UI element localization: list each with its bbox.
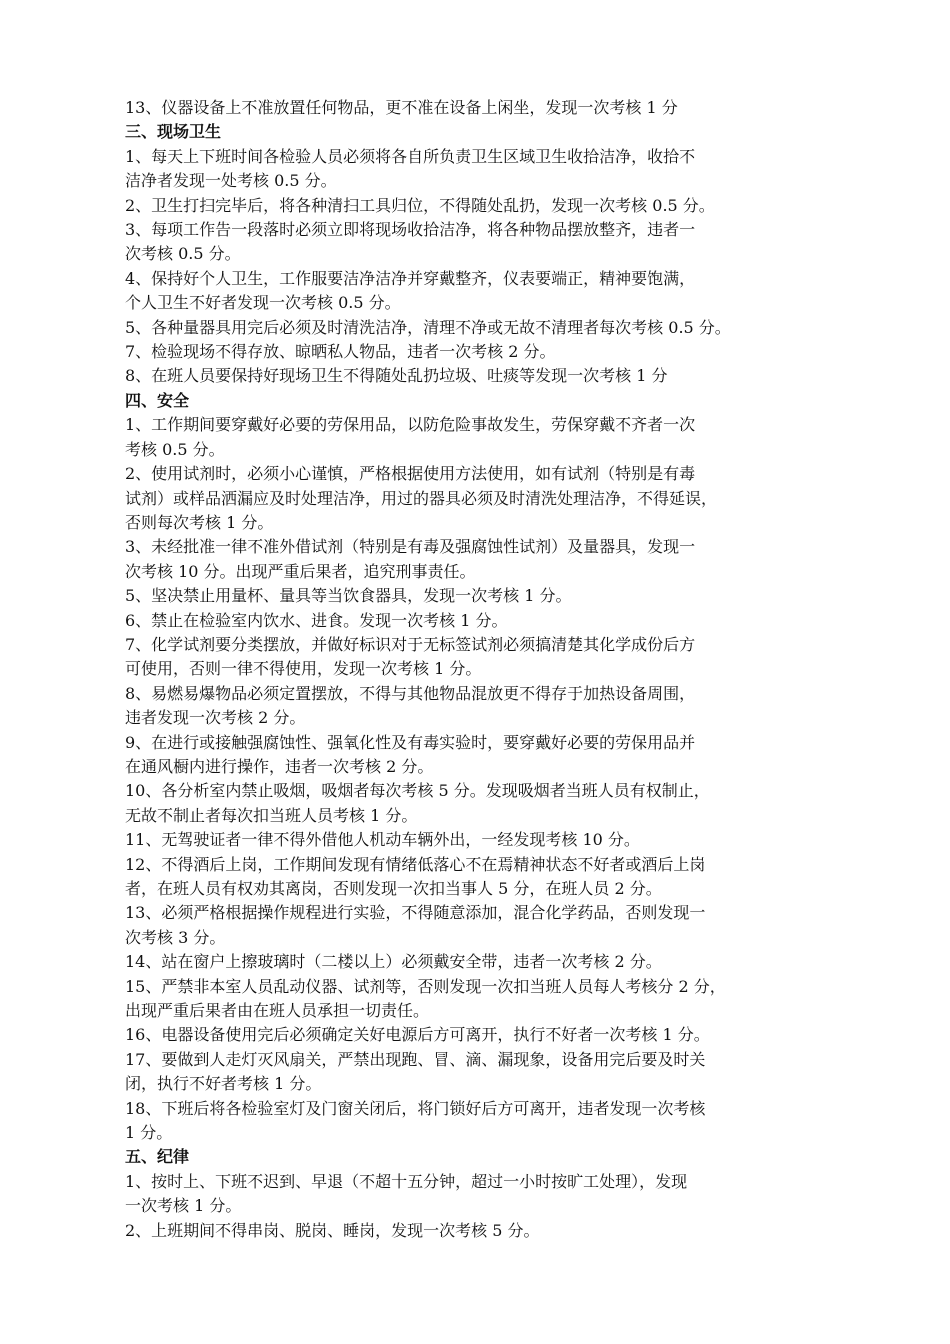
rule-text-line: 在通风橱内进行操作，违者一次考核 2 分。 [125, 756, 434, 776]
rule-item [125, 413, 837, 462]
rule-item [125, 682, 837, 731]
rule-text-line: 7、检验现场不得存放、晾晒私人物品，违者一次考核 2 分。 [125, 342, 556, 362]
rule-text-line: 15、严禁非本室人员乱动仪器、试剂等，否则发现一次扣当班人员每人考核分 2 分， [125, 976, 726, 996]
rule-text-line: 否则每次考核 1 分。 [125, 512, 274, 532]
rule-text-line: 洁净者发现一处考核 0.5 分。 [125, 171, 337, 191]
rule-item [125, 1048, 837, 1097]
rule-text-line: 次考核 10 分。出现严重后果者，追究刑事责任。 [125, 561, 476, 581]
rule-text-line: 者，在班人员有权劝其离岗，否则发现一次扣当事人 5 分，在班人员 2 分。 [125, 879, 662, 898]
rule-item [125, 267, 837, 316]
document-section [125, 96, 837, 120]
rule-text-line: 可使用，否则一律不得使用，发现一次考核 1 分。 [125, 659, 482, 679]
rule-text-line: 个人卫生不好者发现一次考核 0.5 分。 [125, 293, 401, 313]
rule-text-line: 次考核 0.5 分。 [125, 244, 241, 264]
document-section [125, 389, 837, 1146]
rule-text-line: 13、仪器设备上不准放置任何物品，更不准在设备上闲坐，发现一次考核 1 分 [125, 98, 678, 117]
document-section [125, 1145, 837, 1243]
rule-item [125, 462, 837, 535]
rule-text-line: 14、站在窗户上擦玻璃时（二楼以上）必须戴安全带，违者一次考核 2 分。 [125, 952, 662, 972]
rule-item [125, 340, 837, 364]
section-heading: 三、现场卫生 [125, 122, 222, 142]
rule-item [125, 96, 837, 120]
section-heading: 四、安全 [125, 390, 190, 410]
rule-text-line: 1、每天上下班时间各检验人员必须将各自所负责卫生区域卫生收拾洁净，收拾不 [125, 146, 696, 166]
rule-item [125, 1170, 837, 1219]
rule-text-line: 8、在班人员要保持好现场卫生不得随处乱扔垃圾、吐痰等发现一次考核 1 分 [125, 366, 668, 386]
rule-text-line: 5、坚决禁止用量杯、量具等当饮食器具，发现一次考核 1 分。 [125, 586, 572, 606]
rule-text-line: 2、使用试剂时，必须小心谨慎，严格根据使用方法使用，如有试剂（特别是有毒 [125, 464, 696, 484]
rule-item [125, 584, 837, 608]
rule-item [125, 1023, 837, 1047]
rule-text-line: 13、必须严格根据操作规程进行实验，不得随意添加，混合化学药品，否则发现一 [125, 903, 706, 923]
rule-text-line: 试剂）或样品洒漏应及时处理洁净，用过的器具必须及时清洗处理洁净，不得延误， [125, 488, 718, 508]
rule-item [125, 975, 837, 1024]
rule-item [125, 950, 837, 974]
rule-text-line: 考核 0.5 分。 [125, 439, 225, 459]
document-section [125, 120, 837, 388]
rule-item [125, 609, 837, 633]
rule-text-line: 7、化学试剂要分类摆放，并做好标识对于无标签试剂必须搞清楚其化学成份后方 [125, 634, 696, 654]
rule-item [125, 731, 837, 780]
rule-item [125, 218, 837, 267]
rule-text-line: 10、各分析室内禁止吸烟，吸烟者每次考核 5 分。发现吸烟者当班人员有权制止， [125, 781, 710, 801]
rule-item [125, 1219, 837, 1243]
rule-text-line: 5、各种量器具用完后必须及时清洗洁净，清理不净或无故不清理者每次考核 0.5 分。 [125, 317, 731, 337]
rule-item [125, 779, 837, 828]
rule-text-line: 16、电器设备使用完后必须确定关好电源后方可离开，执行不好者一次考核 1 分。 [125, 1025, 710, 1045]
rule-item [125, 145, 837, 194]
rule-item [125, 194, 837, 218]
rule-item [125, 535, 837, 584]
rule-item [125, 828, 837, 852]
rule-text-line: 1、按时上、下班不迟到、早退（不超十五分钟，超过一小时按旷工处理），发现 [125, 1171, 688, 1191]
rule-text-line: 17、要做到人走灯灭风扇关，严禁出现跑、冒、滴、漏现象，设备用完后要及时关 [125, 1049, 706, 1069]
rule-item [125, 364, 837, 388]
rule-item [125, 316, 837, 340]
rule-text-line: 18、下班后将各检验室灯及门窗关闭后，将门锁好后方可离开，违者发现一次考核 [125, 1098, 706, 1118]
rule-item [125, 633, 837, 682]
rule-text-line: 2、上班期间不得串岗、脱岗、睡岗，发现一次考核 5 分。 [125, 1220, 540, 1240]
section-heading: 五、纪律 [125, 1147, 190, 1167]
rule-text-line: 9、在进行或接触强腐蚀性、强氧化性及有毒实验时，要穿戴好必要的劳保用品并 [125, 732, 696, 752]
rule-item [125, 901, 837, 950]
rule-text-line: 出现严重后果者由在班人员承担一切责任。 [125, 1001, 430, 1021]
rule-text-line: 11、无驾驶证者一律不得外借他人机动车辆外出，一经发现考核 10 分。 [125, 830, 640, 850]
rule-text-line: 4、保持好个人卫生，工作服要洁净洁净并穿戴整齐，仪表要端正，精神要饱满， [125, 268, 696, 288]
rule-text-line: 次考核 3 分。 [125, 927, 226, 947]
rule-text-line: 3、未经批准一律不准外借试剂（特别是有毒及强腐蚀性试剂）及量器具，发现一 [125, 537, 696, 557]
rule-text-line: 闭，执行不好者考核 1 分。 [125, 1074, 322, 1094]
rule-text-line: 无故不制止者每次扣当班人员考核 1 分。 [125, 805, 418, 825]
rule-text-line: 6、禁止在检验室内饮水、进食。发现一次考核 1 分。 [125, 610, 508, 630]
rule-text-line: 一次考核 1 分。 [125, 1196, 242, 1216]
rule-text-line: 3、每项工作告一段落时必须立即将现场收拾洁净，将各种物品摆放整齐，违者一 [125, 220, 696, 240]
rule-item [125, 1097, 837, 1146]
rule-text-line: 违者发现一次考核 2 分。 [125, 708, 306, 728]
rule-text-line: 8、易燃易爆物品必须定置摆放，不得与其他物品混放更不得存于加热设备周围， [125, 683, 696, 703]
rule-text-line: 12、不得酒后上岗，工作期间发现有情绪低落心不在焉精神状态不好者或酒后上岗 [125, 854, 706, 874]
rule-text-line: 1 分。 [125, 1123, 173, 1143]
rule-text-line: 1、工作期间要穿戴好必要的劳保用品，以防危险事故发生，劳保穿戴不齐者一次 [125, 415, 696, 435]
rule-item [125, 853, 837, 902]
rule-text-line: 2、卫生打扫完毕后，将各种清扫工具归位，不得随处乱扔，发现一次考核 0.5 分。 [125, 195, 715, 215]
document-page [125, 96, 837, 1243]
